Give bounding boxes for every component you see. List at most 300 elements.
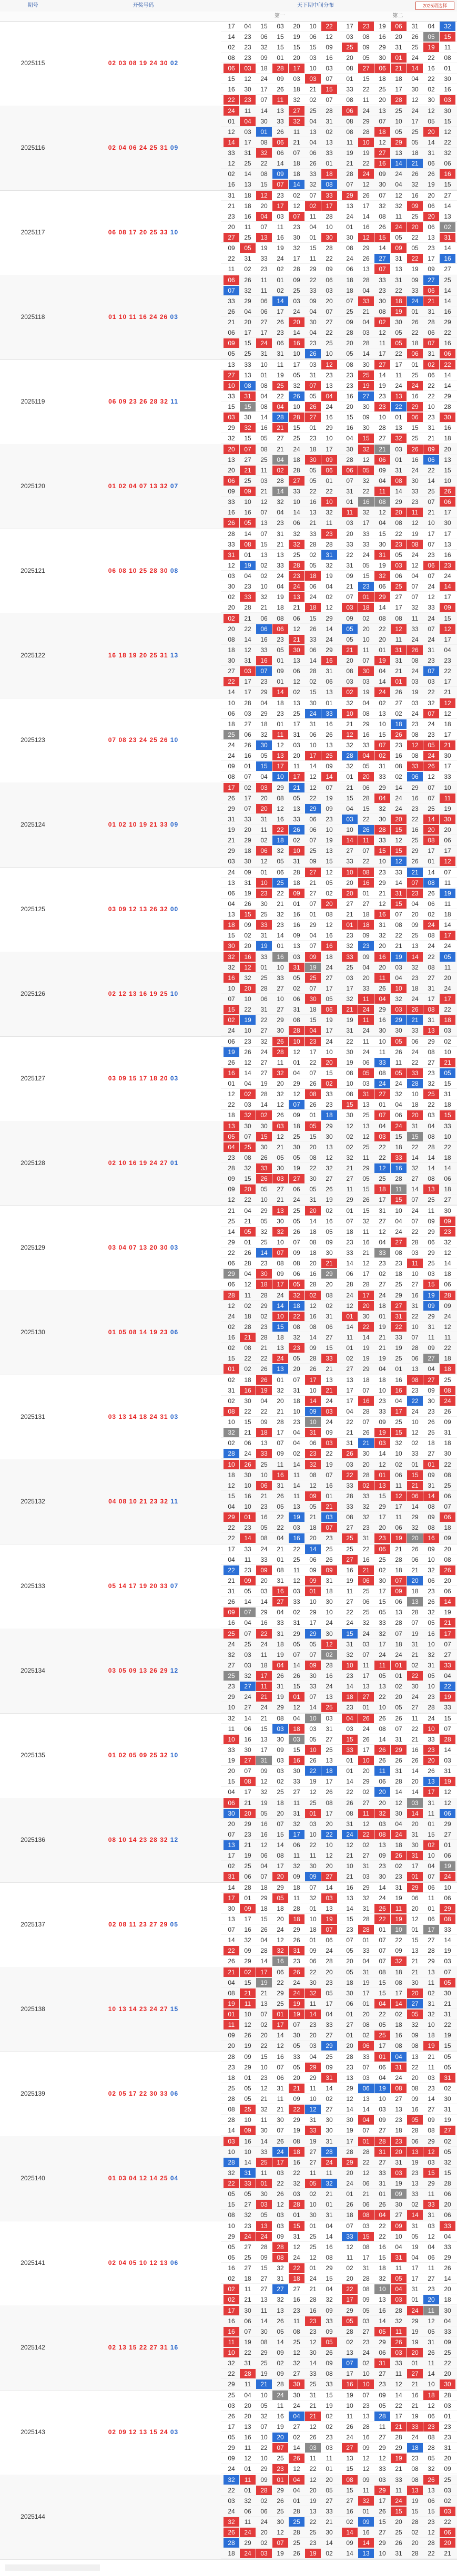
grid-cell: 19 xyxy=(391,307,407,316)
grid-cell: 26 xyxy=(428,890,435,897)
grid-cell: 06 xyxy=(309,646,317,654)
red-ball: 12 xyxy=(149,2259,160,2266)
grid-cell: 28 xyxy=(428,2539,435,2547)
grid-cell: 26 xyxy=(277,318,284,326)
red-ball: 25 xyxy=(160,990,170,997)
grid-cell: 27 xyxy=(346,1524,353,1531)
grid-cell: 17 xyxy=(411,2275,419,2282)
grid-cell: 29 xyxy=(309,921,317,929)
grid-cell: 22 xyxy=(260,2444,268,2451)
grid-cell: 10 xyxy=(305,1417,321,1427)
grid-cell: 09 xyxy=(293,2095,300,2103)
grid-cell: 25 xyxy=(244,1641,251,1648)
grid-cell: 30 xyxy=(224,941,239,951)
grid-cell: 23 xyxy=(444,2423,451,2430)
grid-cell: 32 xyxy=(362,1513,370,1521)
grid-cell: 14 xyxy=(321,772,337,781)
grid-cell: 10 xyxy=(224,1460,239,1469)
red-ball: 26 xyxy=(139,398,150,405)
grid-cell: 14 xyxy=(293,329,300,336)
grid-cell: 18 xyxy=(395,1641,402,1648)
grid-cell: 29 xyxy=(326,1122,333,1130)
grid-cell: 27 xyxy=(293,1788,300,1796)
grid-cell: 25 xyxy=(293,2338,300,2346)
grid-cell: 23 xyxy=(277,192,284,199)
grid-cell: 19 xyxy=(362,1355,370,1362)
grid-cell: 05 xyxy=(374,2327,390,2336)
grid-cell: 29 xyxy=(444,318,451,326)
grid-cell: 20 xyxy=(362,625,370,633)
grid-cell: 33 xyxy=(305,2126,321,2135)
grid-cell: 11 xyxy=(391,2327,407,2336)
grid-cell: 31 xyxy=(395,2550,402,2557)
grid-cell: 24 xyxy=(391,1830,407,1839)
grid-cell: 20 xyxy=(346,657,353,664)
grid-cell: 33 xyxy=(411,1450,419,1457)
grid-cell: 02 xyxy=(305,201,321,211)
grid-cell: 28 xyxy=(346,170,353,178)
grid-cell: 14 xyxy=(444,2275,451,2282)
grid-cell: 28 xyxy=(411,1239,419,1246)
grid-cell: 28 xyxy=(444,403,451,410)
grid-cell: 21 xyxy=(440,1058,455,1067)
grid-cell: 20 xyxy=(362,1461,370,1468)
grid-cell: 08 xyxy=(423,1005,439,1014)
footer xyxy=(0,2560,457,2576)
grid-cell: 28 xyxy=(362,339,370,347)
grid-cell: 03 xyxy=(309,2042,317,2049)
grid-cell: 10 xyxy=(346,2402,353,2409)
grid-cell: 17 xyxy=(260,1746,268,1754)
grid-cell: 21 xyxy=(293,139,300,146)
grid-cell: 32 xyxy=(228,435,235,442)
grid-cell: 10 xyxy=(428,519,435,527)
grid-cell: 03 xyxy=(362,329,370,336)
red-ball: 21 xyxy=(149,821,160,828)
grid-cell: 16 xyxy=(428,1630,435,1637)
grid-cell: 32 xyxy=(346,1651,353,1658)
draw-numbers xyxy=(66,2221,221,2305)
grid-cell: 04 xyxy=(428,2243,435,2251)
grid-cell: 32 xyxy=(346,995,353,1003)
grid-cell: 04 xyxy=(395,1397,402,1405)
grid-cell: 03 xyxy=(444,1957,451,1965)
grid-cell: 28 xyxy=(411,2127,419,2134)
grid-cell: 30 xyxy=(411,1979,419,1986)
grid-cell: 12 xyxy=(309,2476,317,2484)
grid-cell: 22 xyxy=(326,1450,333,1457)
grid-cell: 08 xyxy=(305,1089,321,1099)
grid-cell: 31 xyxy=(411,1641,419,1648)
grid-cell: 26 xyxy=(277,1672,284,1679)
grid-cell: 10 xyxy=(244,1482,251,1489)
grid-cell: 22 xyxy=(379,1154,386,1161)
grid-cell: 07 xyxy=(309,985,317,992)
grid-cell: 04 xyxy=(379,519,386,527)
grid-cell: 04 xyxy=(277,1534,284,1542)
grid-cell: 15 xyxy=(374,846,390,856)
issue-number: 2025128 xyxy=(21,1159,45,1167)
grid-cell: 20 xyxy=(379,636,386,643)
grid-cell: 01 xyxy=(326,2465,333,2472)
grid-cell: 24 xyxy=(293,446,300,453)
grid-cell: 26 xyxy=(293,1672,300,1679)
grid-cell: 18 xyxy=(428,1439,435,1447)
grid-cell: 21 xyxy=(240,1988,256,1998)
grid-cell: 09 xyxy=(428,2116,435,2124)
grid-cell: 11 xyxy=(395,2264,402,2272)
grid-cell: 23 xyxy=(244,2222,251,2230)
grid-cell: 01 xyxy=(309,2264,317,2272)
grid-cell: 17 xyxy=(256,1967,272,1977)
grid-cell: 28 xyxy=(326,1662,333,1669)
grid-cell: 15 xyxy=(309,1016,317,1024)
red-ball: 28 xyxy=(149,1836,160,1843)
distribution-grid xyxy=(221,1375,457,1459)
red-ball: 16 xyxy=(139,990,150,997)
red-ball: 25 xyxy=(149,1751,160,1759)
grid-cell: 23 xyxy=(260,678,268,685)
grid-cell: 06 xyxy=(224,476,239,486)
grid-cell: 20 xyxy=(277,1810,284,1817)
grid-cell: 08 xyxy=(411,657,419,664)
grid-cell: 24 xyxy=(362,1027,370,1034)
grid-cell: 29 xyxy=(444,2254,451,2261)
grid-cell: 23 xyxy=(440,1227,455,1237)
grid-cell: 18 xyxy=(423,2390,439,2400)
grid-cell: 17 xyxy=(244,1915,251,1923)
blue-ball: 03 xyxy=(170,1075,179,1082)
grid-cell: 23 xyxy=(293,1957,300,1965)
grid-cell: 33 xyxy=(444,1704,451,1711)
grid-cell: 21 xyxy=(346,720,353,728)
grid-cell: 12 xyxy=(395,1799,402,1807)
grid-cell: 16 xyxy=(358,497,374,507)
grid-cell: 32 xyxy=(395,1439,402,1447)
grid-cell: 24 xyxy=(342,1830,358,1839)
grid-cell: 30 xyxy=(260,118,268,125)
grid-cell: 04 xyxy=(244,1207,251,1214)
grid-cell: 15 xyxy=(309,688,317,696)
grid-cell: 31 xyxy=(321,2073,337,2083)
grid-cell: 06 xyxy=(379,2064,386,2071)
grid-cell: 20 xyxy=(379,1524,386,1531)
red-ball: 08 xyxy=(108,1836,119,1843)
grid-cell: 04 xyxy=(293,1439,300,1447)
grid-cell: 07 xyxy=(407,878,423,888)
grid-cell: 19 xyxy=(391,1914,407,1924)
grid-cell: 12 xyxy=(379,329,386,336)
grid-cell: 14 xyxy=(305,1544,321,1554)
red-ball: 23 xyxy=(129,736,139,744)
grid-cell: 12 xyxy=(293,625,300,633)
grid-cell: 22 xyxy=(444,2359,451,2367)
grid-cell: 13 xyxy=(407,1597,423,1606)
grid-cell: 08 xyxy=(346,667,353,675)
grid-cell: 17 xyxy=(362,1270,370,1277)
grid-cell: 32 xyxy=(256,148,272,158)
grid-cell: 28 xyxy=(293,2529,300,2536)
grid-cell: 30 xyxy=(228,1905,235,1912)
grid-cell: 12 xyxy=(228,562,235,569)
red-ball: 20 xyxy=(139,652,150,659)
grid-cell: 06 xyxy=(440,1809,455,1818)
grid-cell: 21 xyxy=(326,1365,333,1373)
grid-cell: 01 xyxy=(305,1586,321,1596)
grid-cell: 12 xyxy=(228,1196,235,1203)
grid-cell: 14 xyxy=(362,350,370,357)
grid-cell: 18 xyxy=(293,86,300,93)
grid-cell: 19 xyxy=(395,1894,402,1902)
grid-cell: 10 xyxy=(428,2021,435,2028)
table-row xyxy=(0,1798,457,1883)
red-ball: 31 xyxy=(160,652,170,659)
grid-cell: 14 xyxy=(346,1778,353,1785)
grid-cell: 18 xyxy=(244,2275,251,2282)
grid-cell: 09 xyxy=(358,2517,374,2527)
grid-cell: 06 xyxy=(309,731,317,738)
grid-cell: 08 xyxy=(411,2476,419,2484)
grid-cell: 24 xyxy=(411,1048,419,1056)
grid-cell: 25 xyxy=(293,1207,300,1214)
grid-cell: 28 xyxy=(224,1291,239,1300)
grid-cell: 21 xyxy=(391,2422,407,2431)
grid-cell: 26 xyxy=(423,2475,439,2485)
grid-cell: 01 xyxy=(346,75,353,83)
blue-ball: 01 xyxy=(170,1159,179,1167)
grid-cell: 23 xyxy=(411,2169,419,2177)
grid-cell: 23 xyxy=(244,1524,251,1531)
grid-cell: 29 xyxy=(379,2444,386,2451)
grid-cell: 28 xyxy=(428,1947,435,1954)
grid-cell: 03 xyxy=(374,1132,390,1141)
grid-cell: 21 xyxy=(244,2296,251,2303)
grid-cell: 21 xyxy=(277,1196,284,1203)
grid-cell: 01 xyxy=(277,720,284,728)
grid-cell: 22 xyxy=(411,1313,419,1320)
grid-cell: 09 xyxy=(309,1947,317,1954)
grid-cell: 08 xyxy=(293,1323,300,1331)
grid-cell: 10 xyxy=(395,1450,402,1457)
red-ball: 13 xyxy=(129,990,139,997)
grid-cell: 26 xyxy=(260,1154,268,1161)
grid-cell: 02 xyxy=(326,2550,333,2557)
grid-cell: 04 xyxy=(428,1365,435,1373)
grid-cell: 20 xyxy=(346,403,353,410)
grid-cell: 26 xyxy=(228,1957,235,1965)
grid-cell: 02 xyxy=(228,1862,235,1870)
grid-cell: 12 xyxy=(411,1915,419,1923)
grid-cell: 02 xyxy=(326,128,333,136)
grid-cell: 33 xyxy=(326,2021,333,2028)
grid-cell: 12 xyxy=(411,96,419,104)
grid-cell: 21 xyxy=(395,2465,402,2472)
red-ball: 01 xyxy=(108,1328,119,1336)
grid-cell: 25 xyxy=(326,339,333,347)
grid-cell: 25 xyxy=(272,381,288,390)
red-ball: 33 xyxy=(160,229,170,236)
grid-cell: 22 xyxy=(358,1322,374,1332)
grid-cell: 07 xyxy=(309,192,317,199)
grid-cell: 16 xyxy=(411,2106,419,2113)
grid-cell: 06 xyxy=(309,1439,317,1447)
grid-cell: 16 xyxy=(244,1926,251,1933)
grid-cell: 02 xyxy=(346,2518,353,2526)
grid-cell: 28 xyxy=(277,477,284,485)
grid-cell: 26 xyxy=(428,170,435,178)
grid-cell: 29 xyxy=(362,1365,370,1373)
grid-cell: 22 xyxy=(326,329,333,336)
grid-cell: 07 xyxy=(260,2011,268,2018)
grid-cell: 28 xyxy=(260,2243,268,2251)
grid-cell: 29 xyxy=(428,1249,435,1256)
grid-cell: 21 xyxy=(277,2106,284,2113)
grid-cell: 24 xyxy=(362,1630,370,1637)
grid-cell: 08 xyxy=(346,128,353,136)
grid-cell: 33 xyxy=(423,2200,439,2209)
grid-cell: 15 xyxy=(277,33,284,40)
grid-cell: 19 xyxy=(277,1651,284,1658)
issue-number: 2025115 xyxy=(21,59,45,67)
grid-cell: 01 xyxy=(277,1376,284,1384)
grid-cell: 31 xyxy=(379,763,386,770)
grid-cell: 28 xyxy=(228,2095,235,2103)
grid-cell: 07 xyxy=(346,297,353,305)
grid-cell: 09 xyxy=(346,2539,353,2547)
grid-cell: 19 xyxy=(244,2042,251,2049)
grid-cell: 14 xyxy=(428,477,435,485)
grid-cell: 12 xyxy=(277,1936,284,1944)
grid-cell: 04 xyxy=(346,435,353,442)
grid-cell: 04 xyxy=(228,1979,235,1986)
grid-cell: 06 xyxy=(444,1175,451,1182)
grid-cell: 20 xyxy=(411,911,419,918)
grid-cell: 15 xyxy=(411,424,419,431)
grid-cell: 06 xyxy=(444,1894,451,1902)
grid-cell: 18 xyxy=(440,1364,455,1374)
grid-cell: 12 xyxy=(260,1841,268,1849)
grid-cell: 12 xyxy=(379,2455,386,2462)
grid-cell: 27 xyxy=(362,1799,370,1807)
grid-cell: 02 xyxy=(277,1778,284,1785)
grid-cell: 33 xyxy=(362,1492,370,1500)
grid-cell: 16 xyxy=(391,1163,407,1173)
grid-cell: 23 xyxy=(244,583,251,590)
blue-ball: 10 xyxy=(170,736,179,744)
grid-cell: 16 xyxy=(358,878,374,888)
grid-cell: 19 xyxy=(228,826,235,833)
grid-cell: 30 xyxy=(309,2211,317,2219)
grid-cell: 08 xyxy=(428,964,435,971)
grid-cell: 28 xyxy=(346,1281,353,1288)
grid-cell: 06 xyxy=(244,2317,251,2325)
grid-cell: 18 xyxy=(277,1334,284,1341)
grid-cell: 24 xyxy=(293,2254,300,2261)
grid-cell: 11 xyxy=(309,213,317,220)
grid-cell: 02 xyxy=(423,1840,439,1850)
grid-cell: 11 xyxy=(244,1292,251,1299)
grid-cell: 22 xyxy=(395,530,402,538)
grid-cell: 06 xyxy=(374,455,390,465)
grid-cell: 32 xyxy=(395,1090,402,1098)
grid-cell: 23 xyxy=(395,741,402,749)
grid-cell: 04 xyxy=(244,2392,251,2399)
grid-cell: 31 xyxy=(444,1090,451,1098)
grid-cell: 32 xyxy=(379,1630,386,1637)
grid-cell: 07 xyxy=(444,869,451,876)
grid-cell: 07 xyxy=(256,666,272,676)
grid-cell: 19 xyxy=(440,1861,455,1871)
grid-cell: 01 xyxy=(358,2137,374,2146)
grid-cell: 23 xyxy=(428,1693,435,1701)
grid-cell: 07 xyxy=(411,583,419,590)
grid-cell: 12 xyxy=(277,1133,284,1140)
grid-cell: 29 xyxy=(379,1006,386,1013)
grid-cell: 14 xyxy=(326,625,333,633)
grid-cell: 12 xyxy=(326,1852,333,1859)
grid-cell: 15 xyxy=(444,615,451,622)
grid-cell: 15 xyxy=(379,1979,386,1986)
grid-cell: 21 xyxy=(309,2402,317,2409)
grid-cell: 30 xyxy=(326,1630,333,1637)
grid-cell: 29 xyxy=(362,244,370,252)
grid-cell: 14 xyxy=(277,160,284,167)
grid-cell: 19 xyxy=(293,1165,300,1172)
grid-cell: 12 xyxy=(362,2465,370,2472)
grid-cell: 22 xyxy=(391,402,407,411)
grid-cell: 05 xyxy=(228,2190,235,2198)
red-ball: 24 xyxy=(149,313,160,321)
grid-cell: 26 xyxy=(391,2337,407,2347)
grid-cell: 26 xyxy=(309,1101,317,1108)
grid-cell: 31 xyxy=(374,550,390,560)
grid-cell: 08 xyxy=(362,2285,370,2293)
grid-cell: 12 xyxy=(277,2201,284,2208)
grid-cell: 04 xyxy=(444,646,451,654)
grid-cell: 30 xyxy=(289,645,304,655)
grid-cell: 17 xyxy=(428,530,435,538)
grid-cell: 10 xyxy=(277,995,284,1003)
grid-cell: 12 xyxy=(346,2243,353,2251)
grid-cell: 11 xyxy=(326,2169,333,2177)
grid-cell: 21 xyxy=(342,645,358,655)
grid-cell: 31 xyxy=(240,2168,256,2178)
grid-cell: 11 xyxy=(244,2444,251,2451)
grid-cell: 30 xyxy=(326,2529,333,2536)
grid-cell: 14 xyxy=(379,1884,386,1891)
grid-cell: 04 xyxy=(244,1270,251,1277)
grid-cell: 03 xyxy=(228,572,235,580)
grid-cell: 24 xyxy=(293,1979,300,1986)
grid-cell: 26 xyxy=(407,645,423,655)
grid-cell: 22 xyxy=(362,858,370,865)
grid-cell: 07 xyxy=(346,477,353,485)
grid-cell: 01 xyxy=(293,2497,300,2505)
period-filter-button[interactable]: 2025期选择 xyxy=(415,2,454,10)
grid-cell: 27 xyxy=(428,1059,435,1066)
red-ball: 05 xyxy=(118,2090,129,2097)
grid-cell: 17 xyxy=(423,1787,439,1797)
grid-cell: 12 xyxy=(305,2105,321,2114)
grid-cell: 15 xyxy=(362,75,370,83)
grid-cell: 11 xyxy=(391,1904,407,1913)
grid-cell: 14 xyxy=(305,1396,321,1406)
grid-cell: 15 xyxy=(326,2392,333,2399)
grid-cell: 18 xyxy=(346,1979,353,1986)
grid-cell: 33 xyxy=(407,761,423,771)
grid-cell: 18 xyxy=(395,1143,402,1151)
grid-cell: 20 xyxy=(244,826,251,833)
